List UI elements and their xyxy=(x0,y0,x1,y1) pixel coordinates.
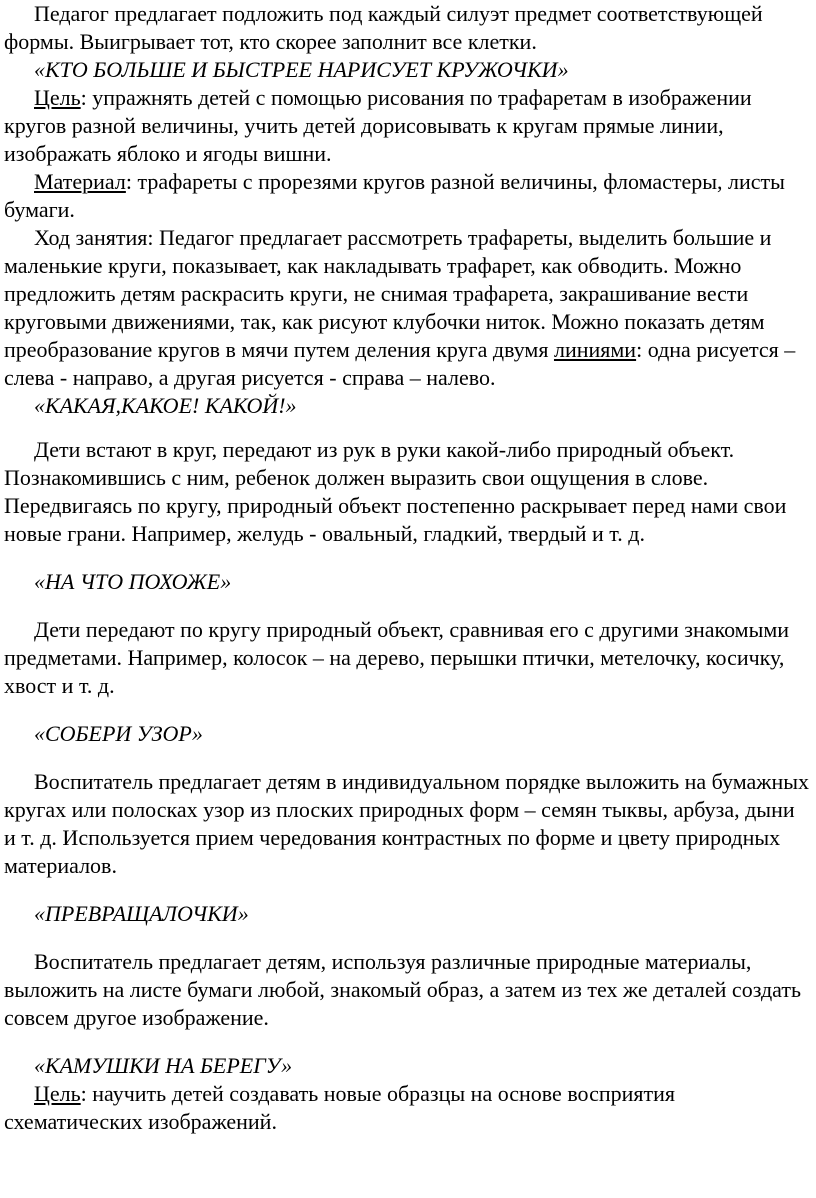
goal-label: Цель xyxy=(34,85,81,110)
paragraph-lesson-course xyxy=(4,224,810,392)
spacer xyxy=(4,880,810,900)
paragraph-which: Дети встают в круг, передают из рук в руки какой-либо природный объект. Познакомившись с ним, ребенок должен выразить свои ощущения в слове. Передвигаясь по кругу, природный объект постепенно раскрывает перед нами свои новые грани. Например, желудь - овальный, гладкий, твердый и т. д. xyxy=(4,437,787,546)
spacer xyxy=(4,700,810,720)
goal-text: : упражнять детей с помощью рисования по трафаретам в изображении кругов разной величины, учить детей дорисовывать к кругам прямые линии, изображать яблоко и ягоды вишни. xyxy=(4,85,752,166)
spacer xyxy=(4,1032,810,1052)
paragraph-goal-circles xyxy=(4,84,810,168)
lesson-text-start: Ход занятия: Педагог предлагает рассмотреть трафареты, выделить большие и маленькие круги, показывает, как накладывать трафарет, как обводить. Можно предложить детям раскрасить круги, не снимая трафарета, закрашивание вести круговыми движениями, так, как рисуют клубочки ниток. Можно показать детям преобразование кругов в мячи путем деления круга двумя xyxy=(4,225,772,362)
game-title-similar: «НА ЧТО ПОХОЖЕ» xyxy=(34,569,232,594)
game-title-pattern: «СОБЕРИ УЗОР» xyxy=(34,721,203,746)
paragraph-similar: Дети передают по кругу природный объект, сравнивая его с другими знакомыми предметами. Например, колосок – на дерево, перышки птички, метелочку, косичку, хвост и т. д. xyxy=(4,617,790,698)
lesson-text-end: : одна рисуется – слева - направо, а другая рисуется - справа – налево. xyxy=(4,337,796,390)
material-text: : трафареты с прорезями кругов разной величины, фломастеры, листы бумаги. xyxy=(4,169,785,222)
paragraph-pattern: Воспитатель предлагает детям в индивидуальном порядке выложить на бумажных кругах или полосках узор из плоских природных форм – семян тыквы, арбуза, дыни и т. д. Используется прием чередования контрастных по форме и цвету природных материалов. xyxy=(4,769,809,878)
goal-text: : научить детей создавать новые образцы на основе восприятия схематических изображений. xyxy=(4,1081,676,1134)
game-title-circles: «КТО БОЛЬШЕ И БЫСТРЕЕ НАРИСУЕТ КРУЖОЧКИ» xyxy=(34,57,569,82)
spacer xyxy=(4,596,810,616)
spacer xyxy=(4,420,810,436)
lines-link[interactable]: линиями xyxy=(553,337,637,362)
spacer xyxy=(4,928,810,948)
spacer xyxy=(4,548,810,568)
paragraph-transform: Воспитатель предлагает детям, используя различные природные материалы, выложить на листе бумаги любой, знакомый образ, а затем из тех же деталей создать совсем другое изображение. xyxy=(4,949,802,1030)
goal-label: Цель xyxy=(34,1081,81,1106)
game-title-pebbles: «КАМУШКИ НА БЕРЕГУ» xyxy=(34,1053,293,1078)
game-title-transform: «ПРЕВРАЩАЛОЧКИ» xyxy=(34,901,249,926)
material-label: Материал xyxy=(34,169,126,194)
paragraph-material xyxy=(4,168,810,224)
game-title-which: «КАКАЯ,КАКОЕ! КАКОЙ!» xyxy=(34,393,297,418)
spacer xyxy=(4,748,810,768)
paragraph-intro: Педагог предлагает подложить под каждый силуэт предмет соответствующей формы. Выигрывает тот, кто скорее заполнит все клетки. xyxy=(4,1,763,54)
paragraph-goal-pebbles xyxy=(4,1080,810,1136)
